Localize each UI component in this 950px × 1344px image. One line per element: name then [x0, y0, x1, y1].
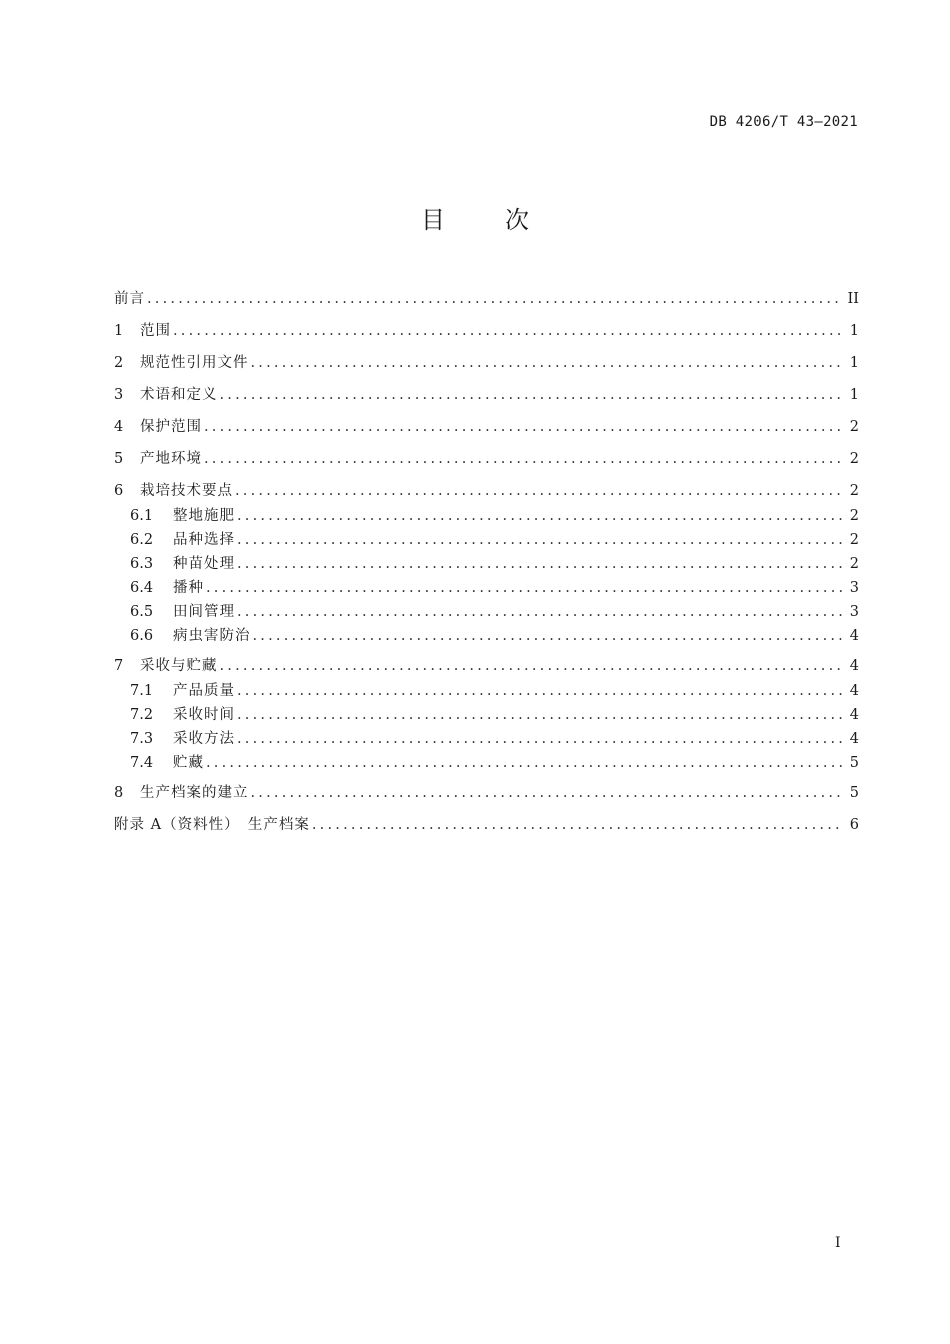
toc-entry-label: 产品质量 — [173, 683, 235, 699]
toc-entry-number: 8 — [114, 785, 124, 801]
toc-entry-number: 6.5 — [130, 604, 154, 620]
toc-entry-7-3[interactable] — [130, 729, 859, 749]
toc-entry-number: 4 — [114, 419, 124, 435]
toc-entry-5[interactable] — [114, 449, 859, 469]
toc-entry-number: 6.4 — [130, 580, 154, 596]
toc-entry-number: 7.4 — [130, 755, 154, 771]
toc-entry-6-1[interactable] — [130, 506, 859, 526]
toc-entry-6[interactable] — [114, 481, 859, 501]
toc-entry-page: 1 — [849, 355, 859, 371]
toc-entry-page: 1 — [849, 323, 859, 339]
toc-entry-page: 2 — [849, 532, 859, 548]
toc-entry-number: 6.1 — [130, 508, 154, 524]
leader-dots — [237, 530, 844, 550]
toc-entry-label: 产地环境 — [140, 451, 202, 467]
leader-dots — [220, 385, 844, 405]
toc-entry-6-6[interactable] — [130, 626, 859, 646]
toc-entry-page: 2 — [849, 508, 859, 524]
toc-entry-page: 5 — [849, 785, 859, 801]
leader-dots — [237, 554, 844, 574]
toc-entry-label: 范围 — [140, 323, 171, 339]
toc-entry-6-5[interactable] — [130, 602, 859, 622]
page-title — [0, 200, 950, 235]
toc-entry-number: 6.2 — [130, 532, 154, 548]
toc-entry-page: 3 — [849, 580, 859, 596]
title-char-2: 次 — [505, 206, 529, 234]
leader-dots — [173, 321, 844, 341]
leader-dots — [237, 602, 844, 622]
leader-dots — [235, 481, 844, 501]
toc-entry-page: 2 — [849, 556, 859, 572]
toc-entry-number: 2 — [114, 355, 124, 371]
toc-entry-label: 品种选择 — [173, 532, 235, 548]
toc-entry-6-4[interactable] — [130, 578, 859, 598]
toc-entry-2[interactable] — [114, 353, 859, 373]
leader-dots — [253, 626, 844, 646]
toc-entry-label: 保护范围 — [140, 419, 202, 435]
toc-entry-8[interactable] — [114, 783, 859, 803]
toc-entry-label: 贮藏 — [173, 755, 204, 771]
toc-entry-1[interactable] — [114, 321, 859, 341]
toc-entry-page: 4 — [849, 707, 859, 723]
toc-entry-page: 2 — [849, 483, 859, 499]
toc-entry-label: 前言 — [114, 291, 145, 307]
toc-entry-3[interactable] — [114, 385, 859, 405]
toc-entry-label: 术语和定义 — [140, 387, 218, 403]
toc-entry-page: 4 — [849, 658, 859, 674]
toc-entry-page: 2 — [849, 451, 859, 467]
leader-dots — [237, 681, 844, 701]
leader-dots — [312, 815, 844, 835]
toc-entry-7-1[interactable] — [130, 681, 859, 701]
toc-entry-number: 1 — [114, 323, 124, 339]
toc-entry-page: 4 — [849, 731, 859, 747]
toc-entry-label: 附录 A（资料性） 生产档案 — [114, 817, 310, 833]
page-number: I — [835, 1235, 841, 1251]
toc-entry-label: 规范性引用文件 — [140, 355, 249, 371]
toc-entry-page: 2 — [849, 419, 859, 435]
leader-dots — [237, 729, 844, 749]
toc-entry-label: 生产档案的建立 — [140, 785, 249, 801]
leader-dots — [251, 353, 844, 373]
toc-entry-foreword[interactable] — [114, 289, 859, 309]
toc-entry-page: 5 — [849, 755, 859, 771]
leader-dots — [237, 506, 844, 526]
leader-dots — [237, 705, 844, 725]
toc-entry-number: 7.2 — [130, 707, 154, 723]
leader-dots — [251, 783, 844, 803]
toc-entry-6-3[interactable] — [130, 554, 859, 574]
leader-dots — [204, 417, 844, 437]
leader-dots — [204, 449, 844, 469]
leader-dots — [206, 753, 844, 773]
toc-entry-page: 4 — [849, 683, 859, 699]
toc-entry-number: 3 — [114, 387, 124, 403]
toc-entry-label: 病虫害防治 — [173, 628, 251, 644]
toc-entry-number: 6.3 — [130, 556, 154, 572]
toc-entry-page: 4 — [849, 628, 859, 644]
toc-entry-number: 7 — [114, 658, 124, 674]
toc-entry-label: 采收时间 — [173, 707, 235, 723]
toc-entry-label: 采收与贮藏 — [140, 658, 218, 674]
toc-entry-page: II — [847, 291, 859, 307]
toc-entry-appendix-a[interactable] — [114, 815, 859, 835]
toc-entry-page: 1 — [849, 387, 859, 403]
toc-entry-number: 5 — [114, 451, 124, 467]
toc-entry-label: 播种 — [173, 580, 204, 596]
toc-entry-6-2[interactable] — [130, 530, 859, 550]
toc-entry-label: 采收方法 — [173, 731, 235, 747]
toc-entry-7-4[interactable] — [130, 753, 859, 773]
toc-entry-page: 3 — [849, 604, 859, 620]
toc-entry-7[interactable] — [114, 656, 859, 676]
toc-entry-number: 7.3 — [130, 731, 154, 747]
toc-entry-label: 田间管理 — [173, 604, 235, 620]
toc-entry-label: 整地施肥 — [173, 508, 235, 524]
toc-entry-7-2[interactable] — [130, 705, 859, 725]
toc-entry-label: 种苗处理 — [173, 556, 235, 572]
leader-dots — [147, 289, 842, 309]
title-char-1: 目 — [421, 206, 445, 234]
toc-entry-4[interactable] — [114, 417, 859, 437]
toc-entry-number: 6.6 — [130, 628, 154, 644]
toc-entry-label: 栽培技术要点 — [140, 483, 233, 499]
toc-entry-number: 7.1 — [130, 683, 154, 699]
leader-dots — [220, 656, 844, 676]
document-code: DB 4206/T 43—2021 — [709, 114, 858, 130]
leader-dots — [206, 578, 844, 598]
toc-entry-number: 6 — [114, 483, 124, 499]
toc-entry-page: 6 — [849, 817, 859, 833]
